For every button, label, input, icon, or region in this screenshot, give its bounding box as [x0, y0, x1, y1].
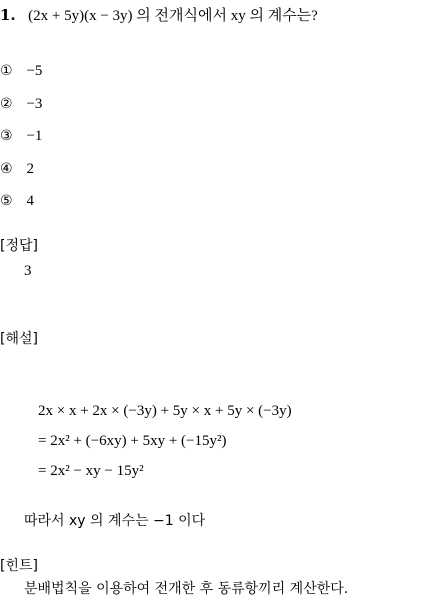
choice-5[interactable] — [0, 192, 34, 210]
choice-4[interactable] — [0, 160, 34, 178]
choice-1-marker: ① — [0, 63, 13, 79]
choice-5-marker: ⑤ — [0, 193, 13, 209]
question-text: (2x + 5y)(x − 3y) 의 전개식에서 xy 의 계수는? — [28, 8, 318, 24]
choice-3[interactable] — [0, 127, 42, 145]
choice-2[interactable] — [0, 95, 42, 113]
explanation-line-1: 2x × x + 2x × (−3y) + 5y × x + 5y × (−3y) — [38, 403, 292, 419]
question-line — [0, 6, 318, 25]
choice-4-marker: ④ — [0, 161, 13, 177]
explanation-conclusion: 따라서 xy 의 계수는 −1 이다 — [24, 513, 206, 529]
explanation-line-2: = 2x² + (−6xy) + 5xy + (−15y²) — [38, 433, 227, 449]
choice-3-marker: ③ — [0, 128, 13, 144]
question-number: 1. — [0, 6, 16, 24]
choice-3-value: −1 — [26, 128, 43, 144]
choice-4-value: 2 — [26, 161, 34, 177]
choice-2-marker: ② — [0, 96, 13, 112]
choice-1[interactable] — [0, 62, 42, 80]
answer-value: 3 — [24, 263, 32, 279]
choice-1-value: −5 — [26, 63, 43, 79]
hint-heading: [힌트] — [0, 558, 38, 574]
choice-2-value: −3 — [26, 96, 43, 112]
explanation-line-3: = 2x² − xy − 15y² — [38, 463, 144, 479]
hint-text: 분배법칙을 이용하여 전개한 후 동류항끼리 계산한다. — [24, 581, 349, 597]
answer-heading: [정답] — [0, 238, 38, 254]
explanation-heading: [해설] — [0, 331, 38, 347]
choice-5-value: 4 — [26, 193, 34, 209]
